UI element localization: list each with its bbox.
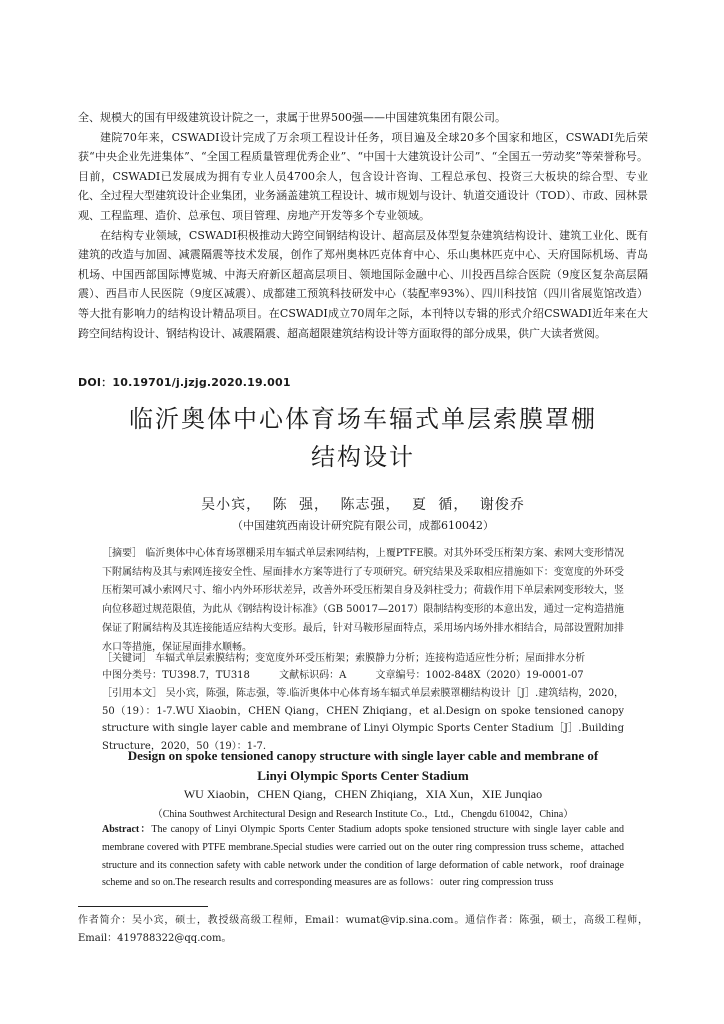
title-cn-line-2: 结构设计 <box>311 443 415 471</box>
abstract-en <box>102 821 624 892</box>
clc-number: 中图分类号：TU398.7，TU318 <box>102 670 250 681</box>
intro-paragraph-2: 建院70年来，CSWADI设计完成了万余项工程设计任务，项目遍及全球20多个国家和地区，CSWADI先后荣获“中央企业先进集体”、“全国工程质量管理优秀企业”、“中国十大建筑设计公司”、“全国五一劳动奖”等荣誉称号。目前，CSWADI已发展成为拥有专业人员4700余人，包含设计咨询、工程总承包、投资三大板块的综合型、专业化、全过程大型建筑设计企业集团，业务涵盖建筑工程设计、城市规划与设计、轨道交通设计（TOD）、市政、园林景观、工程监理、造价、总承包、项目管理、房地产开发等多个专业领域。 <box>78 130 648 222</box>
footnote-divider <box>78 906 208 907</box>
abstract-cn: ［摘要］ 临沂奥体中心体育场罩棚采用车辐式单层索网结构，上覆PTFE膜。对其外环受压桁架方案、索网大变形情况下附属结构及其与索网连接安全性、屋面排水方案等进行了专项研究。研究结果及采取相应措施如下：变宽度的外环受压桁架可减小索网尺寸、缩小内外环形状差异，改善外环受压桁架自身及斜柱受力；荷载作用下单层索网变形较大，竖向位移超过规范限值，为此从《钢结构设计标准》（GB 50017—2017）限制结构变形的本意出发，通过一定构造措施保证了附属结构及其连接能适应结构大变形。最后，针对马鞍形屋面特点，采用场内场外排水相结合，局部设置附加排水口等措施，保证屋面排水顺畅。 <box>102 548 624 653</box>
abstract-en-text: The canopy of Linyi Olympic Sports Center Stadium adopts spoke tensioned structure with single layer cable and membrane covered with PTFE membrane.Special studies were carried out on the outer ring compression truss scheme，attached structure and its connection safety with cable network under the condition of large deformation of cable network，roof drainage scheme and so on.The research results and corresponding measures are as follows：outer ring compression truss <box>102 824 624 889</box>
classification-line <box>102 667 624 685</box>
document-code: 文献标识码：A <box>279 670 347 681</box>
intro-paragraph-3: 在结构专业领域，CSWADI积极推动大跨空间钢结构设计、超高层及体型复杂建筑结构设计、建筑工业化、既有建筑的改造与加固、减震隔震等技术发展，创作了郑州奥林匹克体育中心、乐山奥林匹克中心、天府国际机场、青岛机场、中国西部国际博览城、中海天府新区超高层项目、领地国际金融中心、川投西昌综合医院（9度区复杂高层隔震）、西昌市人民医院（9度区减震）、成都建工预筑科技研发中心（装配率93%）、四川科技馆（四川省展览馆改造）等大批有影响力的结构设计精品项目。在CSWADI成立70周年之际，本刊特以专辑的形式介绍CSWADI近年来在大跨空间结构设计、钢结构设计、减震隔震、超高超限建筑结构设计等方面取得的部分成果，供广大读者赏阅。 <box>78 228 648 340</box>
title-cn-line-1: 临沂奥体中心体育场车辐式单层索膜罩棚 <box>129 405 597 433</box>
citation: ［引用本文］ 吴小宾，陈强，陈志强，等.临沂奥体中心体育场车辐式单层索膜罩棚结构设计［J］.建筑结构，2020，50（19）：1-7.WU Xiaobin，CHEN Qiang，CHEN Zhiqiang，et al.Design on spoke tensioned canopy structure with single layer cable and membrane of Linyi Olympic Sports Center Stadium［J］.Building Structure，2020，50（19）：1-7. <box>102 688 624 752</box>
article-title-cn <box>78 400 648 476</box>
intro-section <box>78 108 648 343</box>
article-title-en <box>78 746 648 786</box>
keywords-cn: ［关键词］ 车辐式单层索膜结构；变宽度外环受压桁架；索膜静力分析；连接构造适应性分析；屋面排水分析 <box>102 653 586 664</box>
title-en-line-2: Linyi Olympic Sports Center Stadium <box>257 768 469 783</box>
title-en-line-1: Design on spoke tensioned canopy structure with single layer cable and membrane of <box>127 748 599 763</box>
article-number: 文章编号：1002-848X（2020）19-0001-07 <box>375 670 584 681</box>
author-footnote: 作者简介：吴小宾，硕士，教授级高级工程师，Email：wumat@vip.sina.com。通信作者：陈强，硕士，高级工程师，Email：419788322@qq.com。 <box>78 915 648 944</box>
paper-page <box>78 0 648 1024</box>
authors-cn: 吴小宾， 陈 强， 陈志强， 夏 循， 谢俊乔 <box>201 497 525 513</box>
affiliation-cn: （中国建筑西南设计研究院有限公司，成都610042） <box>232 519 494 532</box>
authors-en: WU Xiaobin，CHEN Qiang，CHEN Zhiqiang，XIA Xun，XIE Junqiao <box>183 787 543 801</box>
abstract-en-label: Abstract： <box>102 824 152 835</box>
affiliation-en: （China Southwest Architectural Design and Research Institute Co.，Ltd.，Chengdu 610042，China） <box>152 809 574 820</box>
intro-paragraph-1: 全、规模大的国有甲级建筑设计院之一，隶属于世界500强——中国建筑集团有限公司。 <box>78 111 506 124</box>
doi-line: DOI：10.19701/j.jzjg.2020.19.001 <box>78 376 291 389</box>
